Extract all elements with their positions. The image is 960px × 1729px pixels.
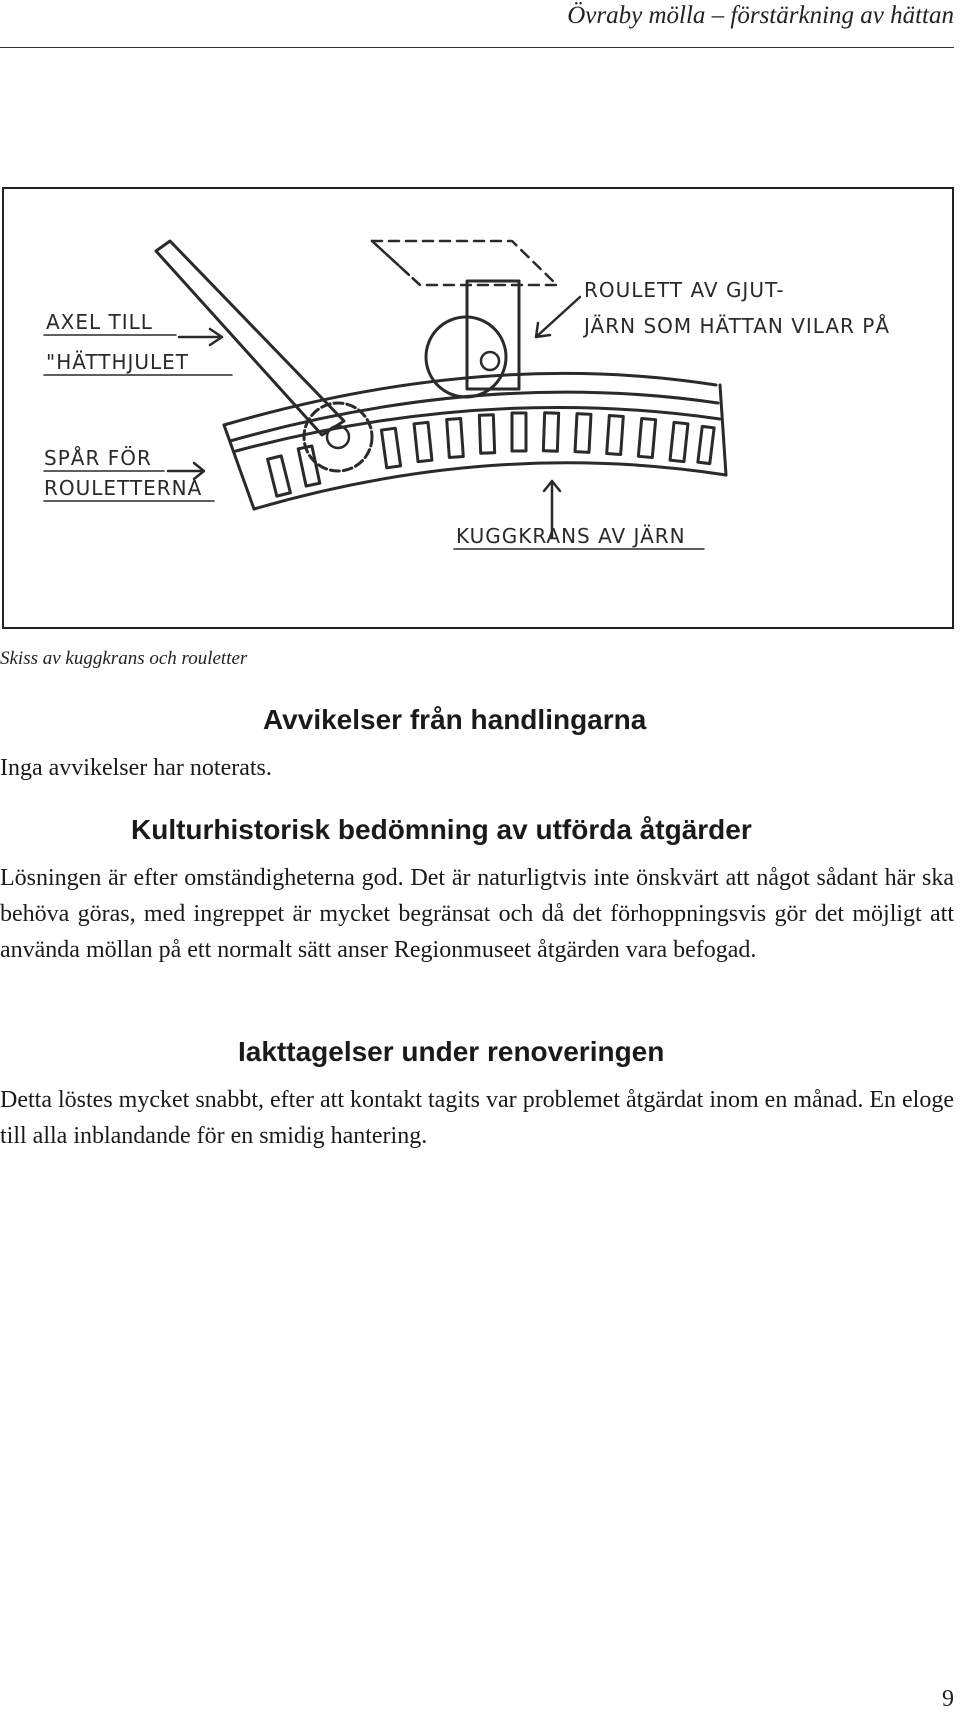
heading-avvikelser: Avvikelser från handlingarna (263, 704, 647, 735)
label-gear-ring: KUGGKRANS AV JÄRN (456, 524, 686, 548)
label-groove-line1: SPÅR FÖR (44, 446, 152, 470)
gear-tooth (698, 426, 714, 463)
gear-tooth (607, 416, 624, 455)
gear-tooth (381, 428, 400, 468)
figure-caption: Skiss av kuggkrans och rouletter (0, 648, 248, 669)
roulette-axle (481, 352, 499, 370)
page-number: 9 (942, 1686, 954, 1712)
running-header: Övraby mölla – förstärkning av hättan (567, 2, 954, 29)
gear-tooth (638, 418, 655, 457)
gear-tooth (543, 413, 558, 451)
heading-kulturhistorisk: Kulturhistorisk bedömning av utförda åtgärder (131, 814, 752, 845)
header-rule (0, 47, 954, 48)
gear-tooth (575, 414, 591, 453)
gear-tooth (268, 456, 291, 496)
gear-tooth (447, 419, 464, 458)
gear-tooth (414, 422, 432, 461)
gear-ring-sketch (4, 189, 952, 627)
gear-tooth (479, 415, 494, 453)
paragraph-iakttagelser: Detta löstes mycket snabbt, efter att kontakt tagits var problemet åtgärdat inom en månad. En eloge till alla inblandande för en smidig hantering. (0, 1087, 954, 1149)
gear-ring-end (720, 385, 726, 475)
label-roulette-line2: JÄRN SOM HÄTTAN VILAR PÅ (584, 314, 891, 338)
label-axle-line2: "HÄTTHJULET (46, 350, 190, 374)
label-groove-line2: ROULETTERNA (44, 476, 203, 500)
arrow-roulette (536, 297, 580, 337)
paragraph-kulturhistorisk: Lösningen är efter omständigheterna god. Det är naturligtvis inte önskvärt att något sådant här ska behöva göras, med ingreppet är mycket begränsat och då det förhoppningsvis gör det möjligt att använda möllan på ett normalt sätt anser Regionmuseet åtgärden vara befogad. (0, 865, 954, 963)
label-roulette-line1: ROULETT AV GJUT- (584, 278, 785, 302)
paragraph-avvikelser: Inga avvikelser har noterats. (0, 755, 272, 781)
arrow-axle (179, 329, 222, 345)
roulette-bracket (467, 281, 519, 389)
gear-ring-top (236, 407, 720, 451)
gear-tooth (512, 413, 526, 451)
sketch-figure (2, 187, 954, 629)
label-axle-line1: AXEL TILL (46, 310, 153, 334)
hood-outline-dashed (372, 241, 557, 285)
gear-tooth (670, 422, 688, 461)
heading-iakttagelser: Iakttagelser under renoveringen (238, 1036, 665, 1067)
